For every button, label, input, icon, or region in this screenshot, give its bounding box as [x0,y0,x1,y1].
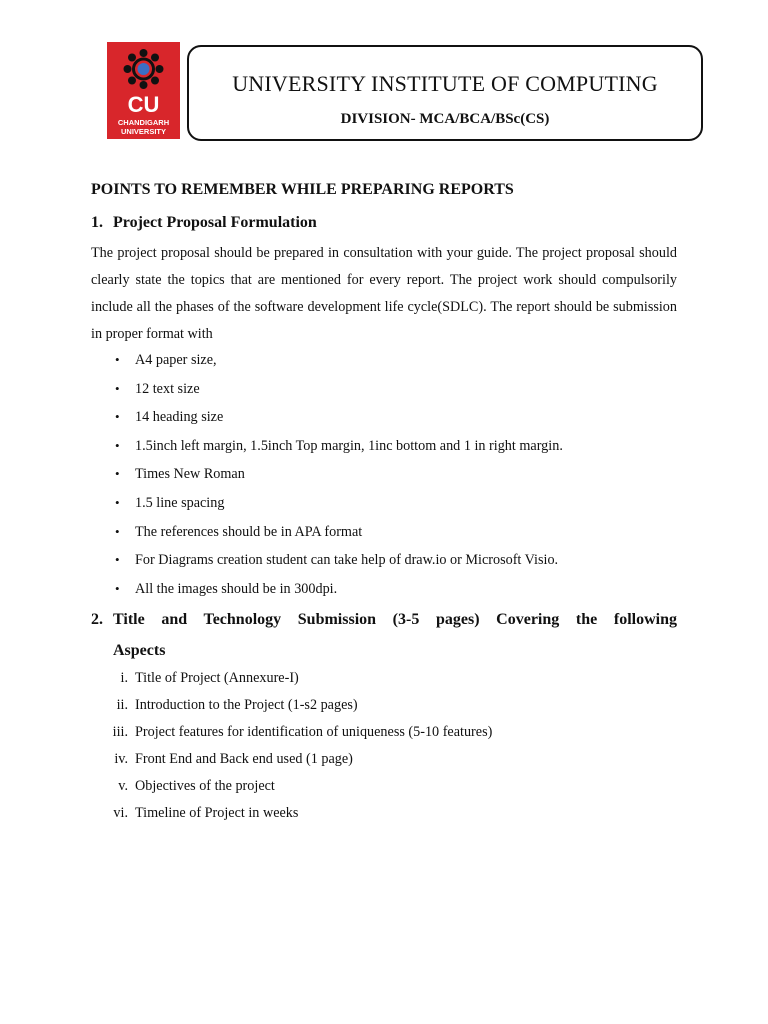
list-item: • A4 paper size, [0,346,563,375]
section1-paragraph: The project proposal should be prepared in consultation with your guide. The project proposal should clearly state the topics that are mentioned for every report. The project work should compulsorily include all the phases of the software development life cycle(SDLC). The report should be submission in proper format with [91,245,677,342]
section2-title-line2: Aspects [113,642,166,659]
item-numeral: i. [120,670,128,686]
list-item [0,665,492,692]
format-bullet-list [0,346,563,603]
list-item: • Times New Roman [0,460,563,489]
item-numeral: iv. [114,751,128,767]
item-text: Front End and Back end used (1 page) [135,751,353,767]
item-text: Introduction to the Project (1-s2 pages) [135,697,358,713]
logo-initials: CU [127,92,160,117]
section2-number: 2. [91,611,103,628]
section1-number: 1. [91,214,103,231]
list-item [0,800,492,827]
logo-line1: CHANDIGARH [117,118,170,127]
logo-emblem-icon [107,42,180,139]
list-item [0,719,492,746]
section1-title: Project Proposal Formulation [113,214,317,231]
logo-line2: UNIVERSITY [120,127,167,136]
section1-heading [91,214,317,232]
item-text: Objectives of the project [135,778,275,794]
main-heading: POINTS TO REMEMBER WHILE PREPARING REPORTS [91,181,514,198]
section2-heading [91,604,677,666]
item-numeral: vi. [113,805,128,821]
item-text: Project features for identification of uniqueness (5-10 features) [135,724,493,740]
chandigarh-university-logo [107,42,180,139]
list-item: • 1.5 line spacing [0,489,563,518]
list-item [0,746,492,773]
section2-title-line1: Title and Technology Submission (3-5 pages) Covering the following [113,611,677,628]
item-text: Timeline of Project in weeks [135,805,299,821]
list-item: • For Diagrams creation student can take help of draw.io or Microsoft Visio. [0,546,563,575]
item-numeral: v. [118,778,128,794]
list-item: • The references should be in APA format [0,518,563,547]
list-item [0,773,492,800]
item-text: Title of Project (Annexure-I) [135,670,299,686]
list-item: • 12 text size [0,375,563,404]
division-subtitle: DIVISION- MCA/BCA/BSc(CS) [340,111,550,127]
item-numeral: ii. [116,697,128,713]
item-numeral: iii. [112,724,128,740]
aspects-list [0,665,492,827]
list-item: • All the images should be in 300dpi. [0,575,563,604]
list-item: • 14 heading size [0,403,563,432]
list-item: • 1.5inch left margin, 1.5inch Top margin, 1inc bottom and 1 in right margin. [0,432,563,461]
header-box [187,45,703,141]
institute-title: UNIVERSITY INSTITUTE OF COMPUTING [232,71,658,96]
list-item [0,692,492,719]
